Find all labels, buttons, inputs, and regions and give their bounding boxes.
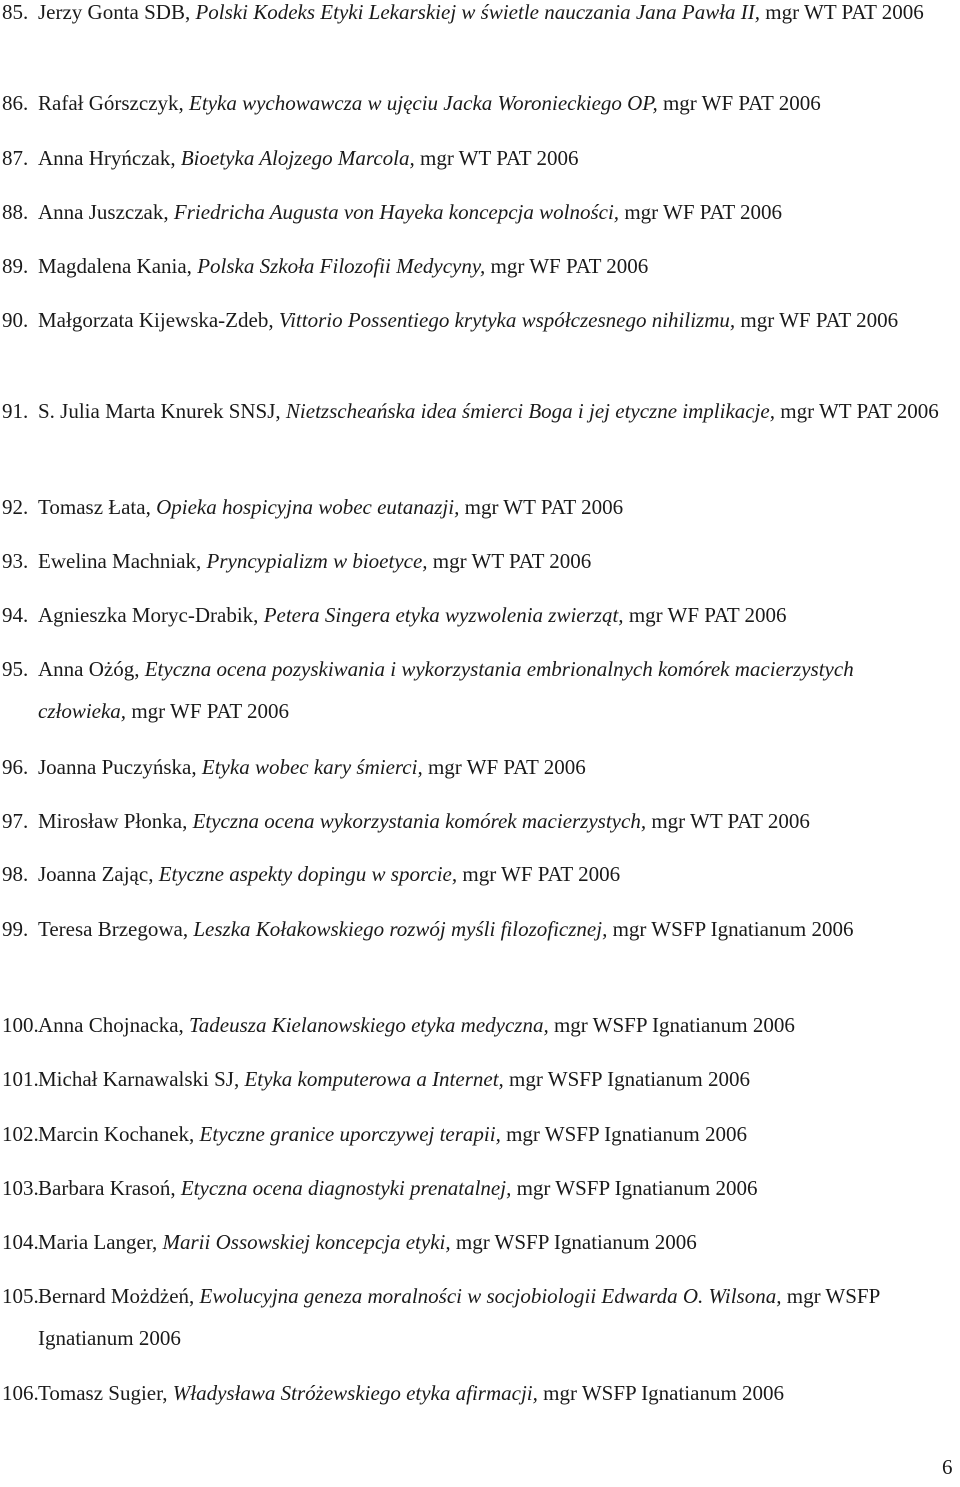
entry-number: 94.: [2, 603, 29, 627]
entry-degree: mgr WSFP Ignatianum 2006: [543, 1381, 785, 1405]
entry-title: Władysława Stróżewskiego etyka afirmacji,: [172, 1381, 538, 1405]
entry-author: Joanna Puczyńska,: [38, 755, 197, 779]
entry-degree: mgr WT PAT 2006: [432, 549, 592, 573]
entry-number: 96.: [2, 755, 29, 779]
entry-number: 89.: [2, 254, 29, 278]
list-item: [2, 1113, 943, 1155]
entry-degree: mgr WF PAT 2006: [427, 755, 586, 779]
entry-number: 100.: [2, 1013, 39, 1037]
list-item: [2, 390, 943, 432]
entry-title: Etyczne aspekty dopingu w sporcie,: [158, 862, 458, 886]
entry-degree: mgr WT PAT 2006: [765, 0, 924, 24]
list-item: [2, 1167, 943, 1209]
entry-title: Etyka wobec kary śmierci,: [201, 755, 423, 779]
entry-author: Joanna Zając,: [38, 862, 154, 886]
entry-number: 88.: [2, 200, 29, 224]
entry-degree: mgr WF PAT 2006: [490, 254, 649, 278]
list-item: [2, 299, 943, 341]
entry-title: Opieka hospicyjna wobec eutanazji,: [156, 495, 460, 519]
entry-title: Etyka komputerowa a Internet,: [244, 1067, 504, 1091]
entry-author: Ewelina Machniak,: [38, 549, 202, 573]
entry-number: 106.: [2, 1381, 39, 1405]
list-item: [2, 1372, 943, 1414]
list-item: [2, 594, 943, 636]
entry-title: Etyka wychowawcza w ujęciu Jacka Woronieckiego OP,: [189, 91, 658, 115]
entry-number: 85.: [2, 0, 29, 24]
entry-title: Etyczna ocena pozyskiwania i wykorzystania embrionalnych komórek macierzystych człowieka,: [38, 657, 854, 723]
entry-degree: mgr WSFP Ignatianum 2006: [506, 1122, 748, 1146]
entry-degree: mgr WT PAT 2006: [464, 495, 624, 519]
entry-number: 86.: [2, 91, 29, 115]
entry-degree: mgr WF PAT 2006: [131, 699, 290, 723]
entry-degree: mgr WT PAT 2006: [419, 146, 579, 170]
list-item: [2, 245, 943, 287]
entry-author: Małgorzata Kijewska-Zdeb,: [38, 308, 274, 332]
list-item: [2, 1004, 943, 1046]
entry-number: 98.: [2, 862, 29, 886]
entry-number: 102.: [2, 1122, 39, 1146]
entry-author: Rafał Górszczyk,: [38, 91, 184, 115]
list-item: [2, 853, 943, 895]
entry-degree: mgr WF PAT 2006: [662, 91, 821, 115]
list-item: [2, 1221, 943, 1263]
entry-title: Polska Szkoła Filozofii Medycyny,: [197, 254, 486, 278]
entry-title: Nietzscheańska idea śmierci Boga i jej etyczne implikacje,: [285, 399, 776, 423]
entry-author: Mirosław Płonka,: [38, 809, 188, 833]
entry-title: Polski Kodeks Etyki Lekarskiej w świetle nauczania Jana Pawła II,: [195, 0, 761, 24]
entry-title: Etyczna ocena wykorzystania komórek macierzystych,: [192, 809, 647, 833]
entry-degree: mgr WSFP Ignatianum 2006: [38, 1284, 880, 1350]
entry-author: Anna Ożóg,: [38, 657, 140, 681]
entry-author: Anna Hryńczak,: [38, 146, 176, 170]
list-item: [2, 908, 943, 950]
list-item: [2, 800, 943, 842]
entry-number: 99.: [2, 917, 29, 941]
entry-author: Tomasz Łata,: [38, 495, 151, 519]
entry-title: Bioetyka Alojzego Marcola,: [180, 146, 415, 170]
entry-title: Etyczne granice uporczywej terapii,: [199, 1122, 501, 1146]
entry-author: Agnieszka Moryc-Drabik,: [38, 603, 259, 627]
entry-author: Maria Langer,: [38, 1230, 158, 1254]
entry-author: Jerzy Gonta SDB,: [38, 0, 191, 24]
entry-author: Marcin Kochanek,: [38, 1122, 195, 1146]
entry-degree: mgr WSFP Ignatianum 2006: [612, 917, 854, 941]
entry-title: Pryncypializm w bioetyce,: [206, 549, 428, 573]
entry-number: 95.: [2, 657, 29, 681]
entry-title: Ewolucyjna geneza moralności w socjobiologii Edwarda O. Wilsona,: [199, 1284, 782, 1308]
entry-degree: mgr WSFP Ignatianum 2006: [553, 1013, 795, 1037]
entry-degree: mgr WF PAT 2006: [740, 308, 899, 332]
list-item: [2, 648, 943, 732]
entry-title: Etyczna ocena diagnostyki prenatalnej,: [180, 1176, 512, 1200]
list-item: [2, 137, 943, 179]
entry-author: Michał Karnawalski SJ,: [38, 1067, 240, 1091]
entry-author: Barbara Krasoń,: [38, 1176, 176, 1200]
entry-number: 101.: [2, 1067, 39, 1091]
entry-number: 105.: [2, 1284, 39, 1308]
entry-degree: mgr WF PAT 2006: [628, 603, 787, 627]
entry-title: Leszka Kołakowskiego rozwój myśli filozoficznej,: [193, 917, 608, 941]
entry-title: Petera Singera etyka wyzwolenia zwierząt,: [263, 603, 624, 627]
list-item: [2, 1275, 943, 1359]
entry-author: Tomasz Sugier,: [38, 1381, 168, 1405]
entry-degree: mgr WF PAT 2006: [462, 862, 621, 886]
list-item: [2, 540, 943, 582]
entry-number: 103.: [2, 1176, 39, 1200]
entry-author: Bernard Możdżeń,: [38, 1284, 195, 1308]
entry-author: S. Julia Marta Knurek SNSJ,: [38, 399, 281, 423]
entry-degree: mgr WT PAT 2006: [780, 399, 939, 423]
entry-number: 92.: [2, 495, 29, 519]
entry-title: Friedricha Augusta von Hayeka koncepcja wolności,: [173, 200, 620, 224]
entry-title: Vittorio Possentiego krytyka współczesnego nihilizmu,: [278, 308, 736, 332]
entry-degree: mgr WF PAT 2006: [624, 200, 783, 224]
entry-number: 93.: [2, 549, 29, 573]
page-number: 6: [942, 1455, 953, 1479]
list-item: [2, 0, 943, 33]
list-item: [2, 486, 943, 528]
entry-number: 90.: [2, 308, 29, 332]
entry-author: Anna Chojnacka,: [38, 1013, 184, 1037]
entry-degree: mgr WSFP Ignatianum 2006: [516, 1176, 758, 1200]
entry-author: Magdalena Kania,: [38, 254, 192, 278]
entry-author: Teresa Brzegowa,: [38, 917, 189, 941]
entry-title: Marii Ossowskiej koncepcja etyki,: [162, 1230, 451, 1254]
entry-degree: mgr WSFP Ignatianum 2006: [509, 1067, 750, 1091]
list-item: [2, 746, 943, 788]
entry-degree: mgr WSFP Ignatianum 2006: [455, 1230, 697, 1254]
entry-number: 87.: [2, 146, 29, 170]
entry-title: Tadeusza Kielanowskiego etyka medyczna,: [189, 1013, 549, 1037]
entry-number: 104.: [2, 1230, 39, 1254]
entry-number: 91.: [2, 399, 29, 423]
list-item: [2, 82, 943, 124]
entry-author: Anna Juszczak,: [38, 200, 169, 224]
list-item: [2, 191, 943, 233]
entry-number: 97.: [2, 809, 29, 833]
entry-degree: mgr WT PAT 2006: [651, 809, 810, 833]
list-item: [2, 1058, 943, 1100]
